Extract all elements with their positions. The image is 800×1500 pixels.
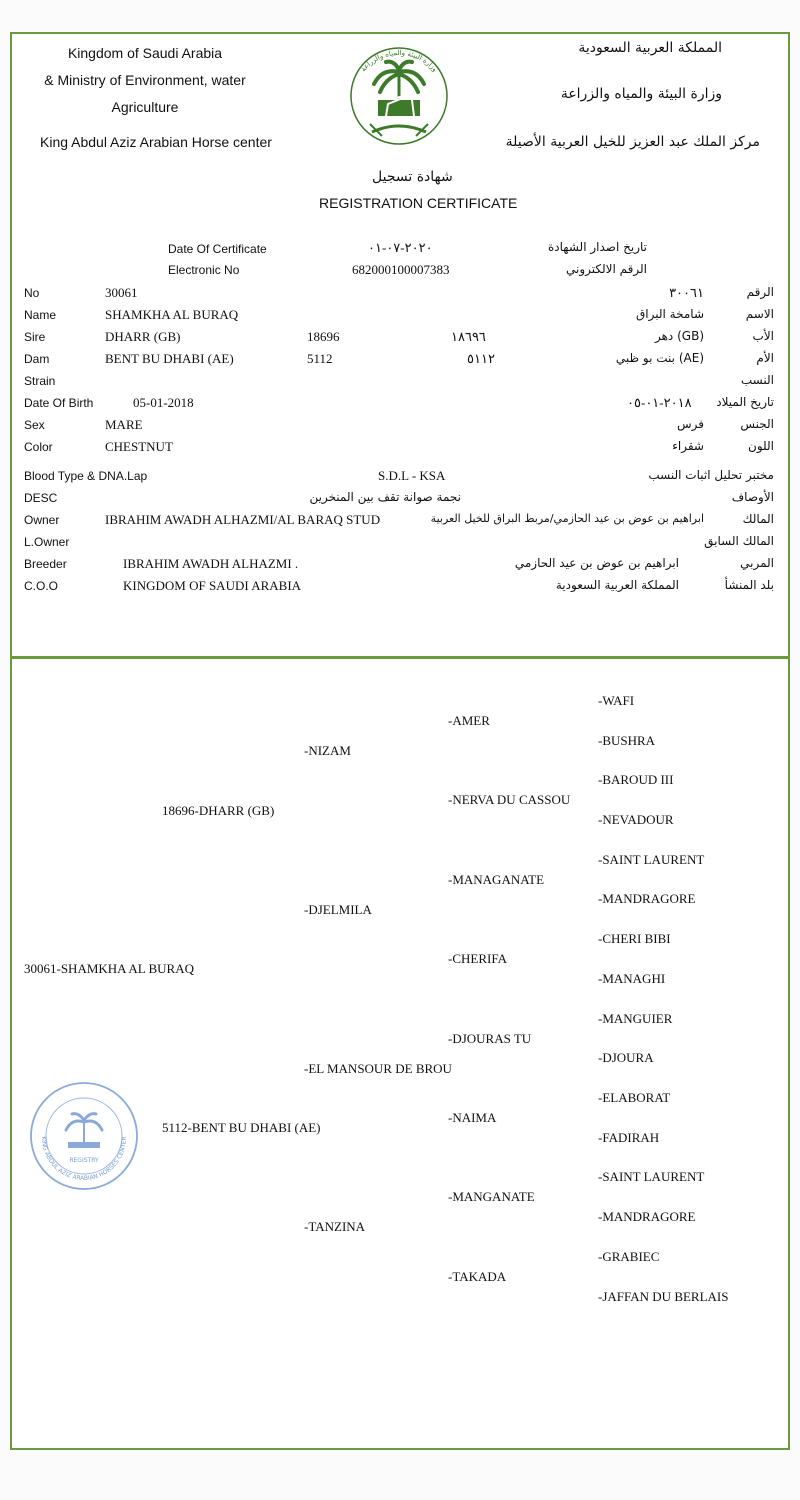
header-right-line-1: المملكة العربية السعودية <box>578 40 722 56</box>
pedigree-gen4-item: -GRABIEC <box>598 1249 660 1264</box>
pedigree-dam: 5112-BENT BU DHABI (AE) <box>162 1120 321 1135</box>
name-label-ar: الاسم <box>745 307 774 321</box>
pedigree-gen3-item: -DJOURAS TU <box>448 1031 532 1046</box>
pedigree-gen4-item: -DJOURA <box>598 1050 654 1065</box>
coo-label-ar: بلد المنشأ <box>724 578 774 592</box>
date-of-certificate-label-ar: تاريخ اصدار الشهادة <box>548 240 647 254</box>
logo-arc-text: وزارة البيئة والمياه والزراعة <box>359 48 439 74</box>
pedigree-gen2-item: -EL MANSOUR DE BROU <box>304 1061 452 1076</box>
breeder-value-ar: ابراهيم بن عوض بن عيد الحازمي <box>514 556 679 570</box>
dob-label: Date Of Birth <box>24 396 94 410</box>
dob-value-ar: ٢٠١٨-٠١-٠٥ <box>627 395 692 410</box>
electronic-no-label-ar: الرقم الالكتروني <box>566 262 647 276</box>
owner-label-ar: المالك <box>742 512 774 526</box>
crossed-swords-icon <box>370 124 428 136</box>
pedigree-gen2-item: -NIZAM <box>304 743 351 758</box>
pedigree-gen4-item: -JAFFAN DU BERLAIS <box>598 1289 729 1304</box>
sire-value: DHARR (GB) <box>105 329 181 344</box>
sex-value: MARE <box>105 417 143 432</box>
pedigree-gen4-item: -CHERI BIBI <box>598 931 671 946</box>
pedigree-gen2-item: -TANZINA <box>304 1219 366 1234</box>
coo-label: C.O.O <box>24 579 59 593</box>
sire-label-ar: الأب <box>752 329 774 343</box>
no-value: 30061 <box>105 285 138 300</box>
header-right-line-2: وزارة البيئة والمياه والزراعة <box>560 86 722 102</box>
strain-label: Strain <box>24 374 56 388</box>
pedigree-sire: 18696-DHARR (GB) <box>162 803 275 818</box>
pedigree-gen4-item: -NEVADOUR <box>598 812 674 827</box>
strain-label-ar: النسب <box>740 373 774 387</box>
name-label: Name <box>24 308 57 322</box>
breeder-label: Breeder <box>24 557 67 571</box>
sex-value-ar: فرس <box>676 417 704 431</box>
stamp-registry-text: REGISTRY <box>69 1157 99 1164</box>
electronic-no-label: Electronic No <box>168 263 240 277</box>
header-left-line-2: & Ministry of Environment, water <box>44 72 246 88</box>
coo-value: KINGDOM OF SAUDI ARABIA <box>123 578 302 593</box>
desc-value-ar: نجمة صوانة تقف بين المنخرين <box>309 490 461 504</box>
palm-tree-icon <box>374 62 424 100</box>
pedigree-gen4-item: -SAINT LAURENT <box>598 852 705 867</box>
color-value: CHESTNUT <box>105 439 173 454</box>
color-value-ar: شقراء <box>672 439 704 453</box>
title-arabic: شهادة تسجيل <box>372 169 453 185</box>
header-right-center-name: مركز الملك عبد العزيز للخيل العربية الأصيلة <box>505 134 760 150</box>
pedigree-gen4-item: -BUSHRA <box>598 733 656 748</box>
pedigree-gen4-item: -MANAGHI <box>598 971 666 986</box>
sire-number: 18696 <box>307 329 340 344</box>
pedigree-gen4-item: -MANDRAGORE <box>598 891 696 906</box>
dam-value-ar: (AE) بنت بو ظبي <box>615 351 704 365</box>
pedigree-gen4-item: -BAROUD III <box>598 772 674 787</box>
desc-label: DESC <box>24 491 58 505</box>
header-left-block <box>30 40 260 121</box>
header-left-line-1: Kingdom of Saudi Arabia <box>67 45 223 61</box>
pedigree-gen3-item: -TAKADA <box>448 1269 507 1284</box>
no-label-ar: الرقم <box>746 285 774 299</box>
breeder-label-ar: المربي <box>740 556 774 570</box>
stamp-palm-icon <box>66 1114 102 1148</box>
lowner-label: L.Owner <box>24 535 70 549</box>
dam-number-ar: ٥١١٢ <box>467 351 495 366</box>
date-of-certificate-label: Date Of Certificate <box>168 242 267 256</box>
pedigree-gen3-item: -CHERIFA <box>448 951 507 966</box>
desc-label-ar: الأوصاف <box>731 490 774 504</box>
sex-label-ar: الجنس <box>740 417 774 431</box>
no-label: No <box>24 286 40 300</box>
section-divider <box>10 656 790 659</box>
dob-value: 05-01-2018 <box>133 395 194 410</box>
breeder-value: IBRAHIM AWADH ALHAZMI . <box>123 556 299 571</box>
pedigree-gen3-item: -MANAGANATE <box>448 872 545 887</box>
pedigree-gen3-item: -NAIMA <box>448 1110 497 1125</box>
sire-label: Sire <box>24 330 46 344</box>
header-left-line-3: Agriculture <box>111 99 179 115</box>
pedigree-gen4-item: -SAINT LAURENT <box>598 1169 705 1184</box>
pedigree-gen3-item: -NERVA DU CASSOU <box>448 792 571 807</box>
title-english: REGISTRATION CERTIFICATE <box>319 195 518 211</box>
owner-value: IBRAHIM AWADH ALHAZMI/AL BARAQ STUD <box>105 512 381 527</box>
sex-label: Sex <box>24 418 45 432</box>
pedigree-gen3-item: -AMER <box>448 713 490 728</box>
header-left-center-name: King Abdul Aziz Arabian Horse center <box>40 134 272 150</box>
dob-label-ar: تاريخ الميلاد <box>716 395 774 409</box>
dam-label-ar: الأم <box>756 351 774 365</box>
blood-type-value: S.D.L - KSA <box>378 468 446 483</box>
dam-value: BENT BU DHABI (AE) <box>105 351 234 366</box>
name-value: SHAMKHA AL BURAQ <box>105 307 239 322</box>
date-of-certificate-value: ٢٠٢٠-٠٧-٠١ <box>368 240 433 255</box>
pedigree-gen4-item: -WAFI <box>598 693 635 708</box>
registry-stamp <box>28 1078 140 1194</box>
ministry-logo <box>342 40 456 148</box>
stamp-arc-text: KING ABDUL AZIZ ARABIAN HORSES CENTER <box>39 1136 129 1183</box>
electronic-no-value: 682000100007383 <box>352 262 450 277</box>
pedigree-horse: 30061-SHAMKHA AL BURAQ <box>24 961 194 976</box>
dam-label: Dam <box>24 352 50 366</box>
lowner-label-ar: المالك السابق <box>704 534 774 548</box>
color-label: Color <box>24 440 53 454</box>
sire-value-ar: (GB) دهر <box>654 329 704 343</box>
owner-label: Owner <box>24 513 60 527</box>
no-value-ar: ٣٠٠٦١ <box>669 285 704 300</box>
color-label-ar: اللون <box>748 439 774 453</box>
pedigree-gen4-item: -MANGUIER <box>598 1011 673 1026</box>
pedigree-gen4-item: -FADIRAH <box>598 1130 660 1145</box>
pedigree-gen2-item: -DJELMILA <box>304 902 372 917</box>
dam-number: 5112 <box>307 351 333 366</box>
name-value-ar: شامخة البراق <box>635 307 704 321</box>
owner-value-ar: ابراهيم بن عوض بن عيد الحازمي/مربط البراق للخيل العربية <box>430 512 704 525</box>
pedigree-gen4-item: -ELABORAT <box>598 1090 671 1105</box>
pedigree-gen3-item: -MANGANATE <box>448 1189 535 1204</box>
blood-type-label-ar: مختبر تحليل اثبات النسب <box>648 468 774 482</box>
coo-value-ar: المملكة العربية السعودية <box>555 578 679 592</box>
pedigree-gen4-item: -MANDRAGORE <box>598 1209 696 1224</box>
sire-number-ar: ١٨٦٩٦ <box>451 329 486 344</box>
blood-type-label: Blood Type & DNA.Lap <box>24 469 148 483</box>
